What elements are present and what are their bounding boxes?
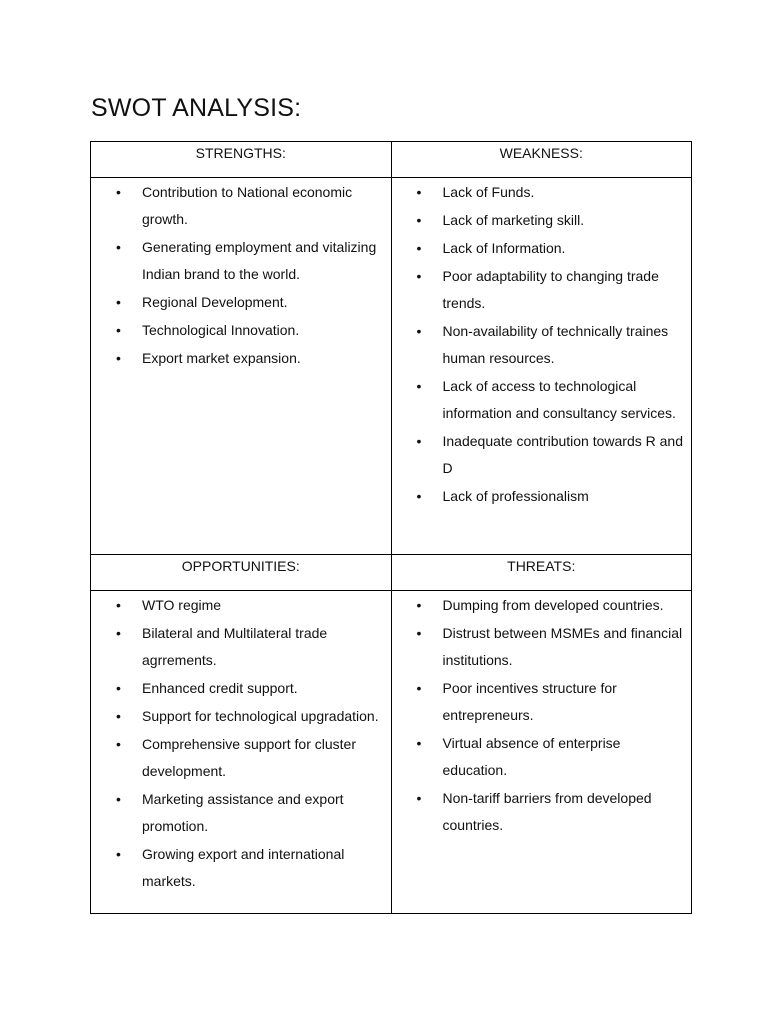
- strengths-item-text: Export market expansion.: [142, 350, 301, 366]
- opportunities-item: [91, 675, 385, 702]
- strengths-item: [91, 234, 385, 288]
- strengths-item: [91, 289, 385, 316]
- strengths-item-text: Contribution to National economic growth.: [142, 184, 353, 227]
- bullet-icon: •: [416, 790, 422, 806]
- weakness-item-text: Lack of professionalism: [442, 488, 589, 504]
- bullet-icon: •: [416, 378, 422, 394]
- bullet-icon: •: [116, 239, 121, 255]
- strengths-header-cell: [91, 142, 392, 178]
- opportunities-item-text: Marketing assistance and export promotion.: [142, 791, 344, 834]
- weakness-item: [392, 263, 686, 317]
- weakness-item-text: Lack of access to technological information and consultancy services.: [442, 378, 676, 421]
- bullet-icon: •: [116, 350, 121, 366]
- opportunities-item: [91, 592, 385, 619]
- weakness-cell: [391, 178, 692, 555]
- weakness-header-cell: [391, 142, 692, 178]
- opportunities-header: OPPORTUNITIES:: [181, 558, 300, 574]
- bullet-icon: •: [416, 212, 422, 228]
- bullet-icon: •: [416, 433, 422, 449]
- bullet-icon: •: [116, 597, 121, 613]
- opportunities-item: [91, 786, 385, 840]
- threats-item: [392, 785, 686, 839]
- swot-table: [90, 141, 692, 914]
- bullet-icon: •: [416, 735, 422, 751]
- strengths-cell: [91, 178, 392, 555]
- header-row-top: [91, 142, 692, 178]
- bullet-icon: •: [116, 625, 121, 641]
- weakness-item: [392, 207, 686, 234]
- bullet-icon: •: [416, 625, 422, 641]
- weakness-item: [392, 428, 686, 482]
- threats-item: [392, 620, 686, 674]
- opportunities-cell: [91, 591, 392, 914]
- weakness-item-text: Non-availability of technically traines human resources.: [442, 323, 669, 366]
- opportunities-item: [91, 703, 385, 730]
- bullet-icon: •: [416, 184, 422, 200]
- threats-header-cell: [391, 555, 692, 591]
- bullet-icon: •: [116, 294, 121, 310]
- opportunities-item-text: Enhanced credit support.: [142, 680, 298, 696]
- bullet-icon: •: [116, 322, 121, 338]
- threats-list: [392, 591, 692, 839]
- weakness-item-text: Lack of Funds.: [442, 184, 535, 200]
- strengths-item: [91, 179, 385, 233]
- strengths-item-text: Technological Innovation.: [142, 322, 300, 338]
- weakness-header: WEAKNESS:: [499, 145, 583, 161]
- weakness-item: [392, 235, 686, 262]
- bullet-icon: •: [116, 680, 121, 696]
- threats-item-text: Virtual absence of enterprise education.: [442, 735, 621, 778]
- weakness-item-text: Inadequate contribution towards R and D: [442, 433, 683, 476]
- weakness-item-text: Lack of Information.: [442, 240, 566, 256]
- opportunities-header-cell: [91, 555, 392, 591]
- threats-item-text: Distrust between MSMEs and financial institutions.: [442, 625, 683, 668]
- weakness-item-text: Lack of marketing skill.: [442, 212, 585, 228]
- threats-cell: [391, 591, 692, 914]
- bullet-icon: •: [116, 708, 121, 724]
- weakness-item: [392, 373, 686, 427]
- opportunities-list: [91, 591, 391, 895]
- strengths-list: [91, 178, 391, 372]
- bullet-icon: •: [116, 791, 121, 807]
- threats-item: [392, 675, 686, 729]
- bullet-icon: •: [416, 268, 422, 284]
- bullet-icon: •: [416, 240, 422, 256]
- body-row-bottom: [91, 591, 692, 914]
- weakness-list: [392, 178, 692, 510]
- opportunities-item-text: Support for technological upgradation.: [142, 708, 379, 724]
- opportunities-item: [91, 731, 385, 785]
- opportunities-item-text: Bilateral and Multilateral trade agrrements.: [142, 625, 328, 668]
- threats-item: [392, 592, 686, 619]
- bullet-icon: •: [416, 323, 422, 339]
- threats-header: THREATS:: [507, 558, 576, 574]
- threats-item-text: Poor incentives structure for entrepreneurs.: [442, 680, 617, 723]
- threats-item: [392, 730, 686, 784]
- bullet-icon: •: [416, 488, 422, 504]
- strengths-header: STRENGTHS:: [195, 145, 286, 161]
- weakness-item: [392, 318, 686, 372]
- bullet-icon: •: [416, 680, 422, 696]
- strengths-item-text: Generating employment and vitalizing Indian brand to the world.: [142, 239, 377, 282]
- page-title: SWOT ANALYSIS:: [91, 94, 302, 122]
- strengths-item: [91, 345, 385, 372]
- body-row-top: [91, 178, 692, 555]
- weakness-item: [392, 483, 686, 510]
- weakness-item-text: Poor adaptability to changing trade trends.: [442, 268, 659, 311]
- strengths-item: [91, 317, 385, 344]
- threats-item-text: Dumping from developed countries.: [442, 597, 664, 613]
- threats-item-text: Non-tariff barriers from developed countries.: [442, 790, 652, 833]
- header-row-bottom: [91, 555, 692, 591]
- opportunities-item: [91, 841, 385, 895]
- opportunities-item-text: Growing export and international markets.: [142, 846, 345, 889]
- bullet-icon: •: [116, 184, 121, 200]
- bullet-icon: •: [116, 846, 121, 862]
- strengths-item-text: Regional Development.: [142, 294, 288, 310]
- opportunities-item: [91, 620, 385, 674]
- opportunities-item-text: WTO regime: [142, 597, 222, 613]
- bullet-icon: •: [416, 597, 422, 613]
- bullet-icon: •: [116, 736, 121, 752]
- opportunities-item-text: Comprehensive support for cluster development.: [142, 736, 356, 779]
- weakness-item: [392, 179, 686, 206]
